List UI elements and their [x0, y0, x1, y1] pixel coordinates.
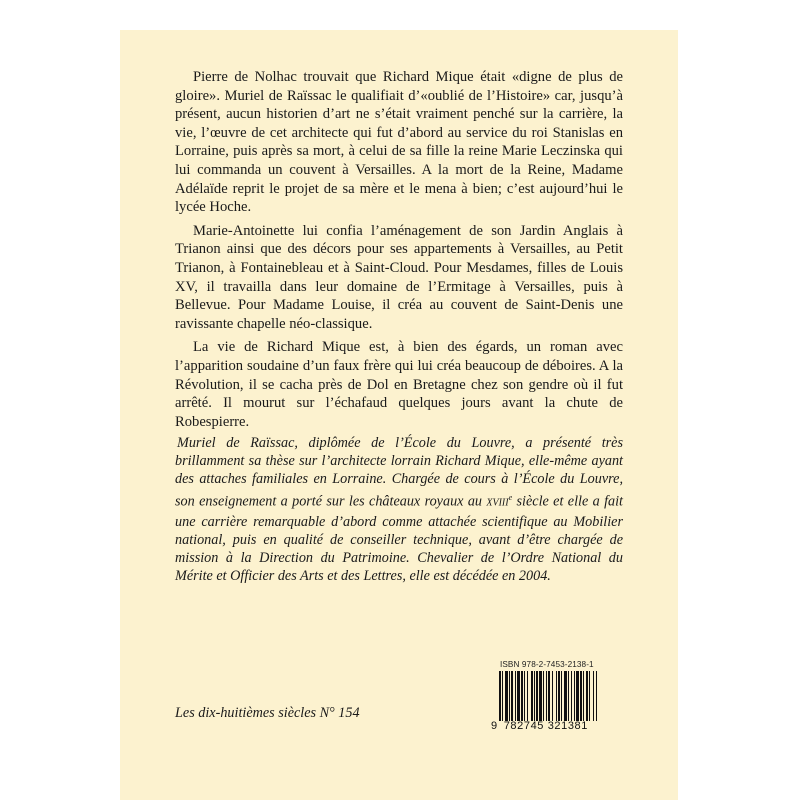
author-biography — [175, 434, 623, 585]
summary-paragraph: Pierre de Nolhac trouvait que Richard Mique était «digne de plus de gloire». Muriel de Raïssac le qualifiait d’«oublié de l’Histoire» car, jusqu’à présent, aucun historien d’art ne s’était vraiment penché sur la carrière, la vie, l’œuvre de cet architecte qui fut d’abord au service du roi Stanislas en Lorraine, puis après sa mort, à celui de sa fille la reine Marie Leczinska qui lui commanda un couvent à Versailles. A la mort de la Reine, Madame Adélaïde reprit le projet de sa mère et le mena à bien; c’est aujourd’hui le lycée Hoche. — [175, 69, 623, 216]
summary-paragraph: La vie de Richard Mique est, à bien des égards, un roman avec l’apparition soudaine d’un faux frère qui lui créa beaucoup de déboires. A la Révolution, il se cacha près de Dol en Bretagne chez son gendre où il fut arrêté. Il mourut sur l’échafaud quelques jours avant la chute de Robespierre. — [175, 339, 623, 430]
series-label: Les dix-huitièmes siècles N° 154 — [175, 705, 360, 721]
barcode-group-right: 321381 — [547, 720, 588, 732]
summary-paragraph: Marie-Antoinette lui confia l’aménagement de son Jardin Anglais à Trianon ainsi que des décors pour ses appartements à Versailles, au Petit Trianon, à Fontainebleau et à Saint-Cloud. Pour Mesdames, filles de Louis XV, il travailla dans leur domaine de l’Ermitage à Versailles, puis à Bellevue. Pour Madame Louise, il créa au couvent de Saint-Denis une ravissante chapelle néo-classique. — [175, 222, 623, 332]
back-cover — [120, 30, 678, 800]
barcode-icon — [491, 671, 617, 721]
barcode-group-left: 782745 — [503, 720, 545, 732]
summary-text — [175, 68, 623, 436]
century-superscript: e — [508, 492, 513, 502]
bio-text-start: Muriel de Raïssac, diplômée de l’École du Louvre, a présenté très brillamment sa thèse sur l’architecte lorrain Richard Mique, elle-même ayant des attaches familiales en Lorraine. Chargée de cours à l’École du Louvre, son enseignement a porté sur les châteaux royaux au — [175, 435, 623, 510]
barcode-digits — [491, 720, 625, 732]
isbn-label: ISBN 978-2-7453-2138-1 — [500, 660, 594, 669]
barcode-lead-digit: 9 — [491, 720, 498, 732]
isbn-barcode — [491, 660, 625, 732]
bio-text-end: siècle et elle a fait une carrière remarquable d’abord comme attachée scientifique au Mobilier national, puis en qualité de conseiller technique, avant d’être chargée de mission à la Direction du Patrimoine. Chevalier de l’Ordre National du Mérite et Officier des Arts et des Lettres, elle est décédée en 2004. — [175, 493, 623, 585]
century-numeral: XVIII — [486, 497, 509, 509]
